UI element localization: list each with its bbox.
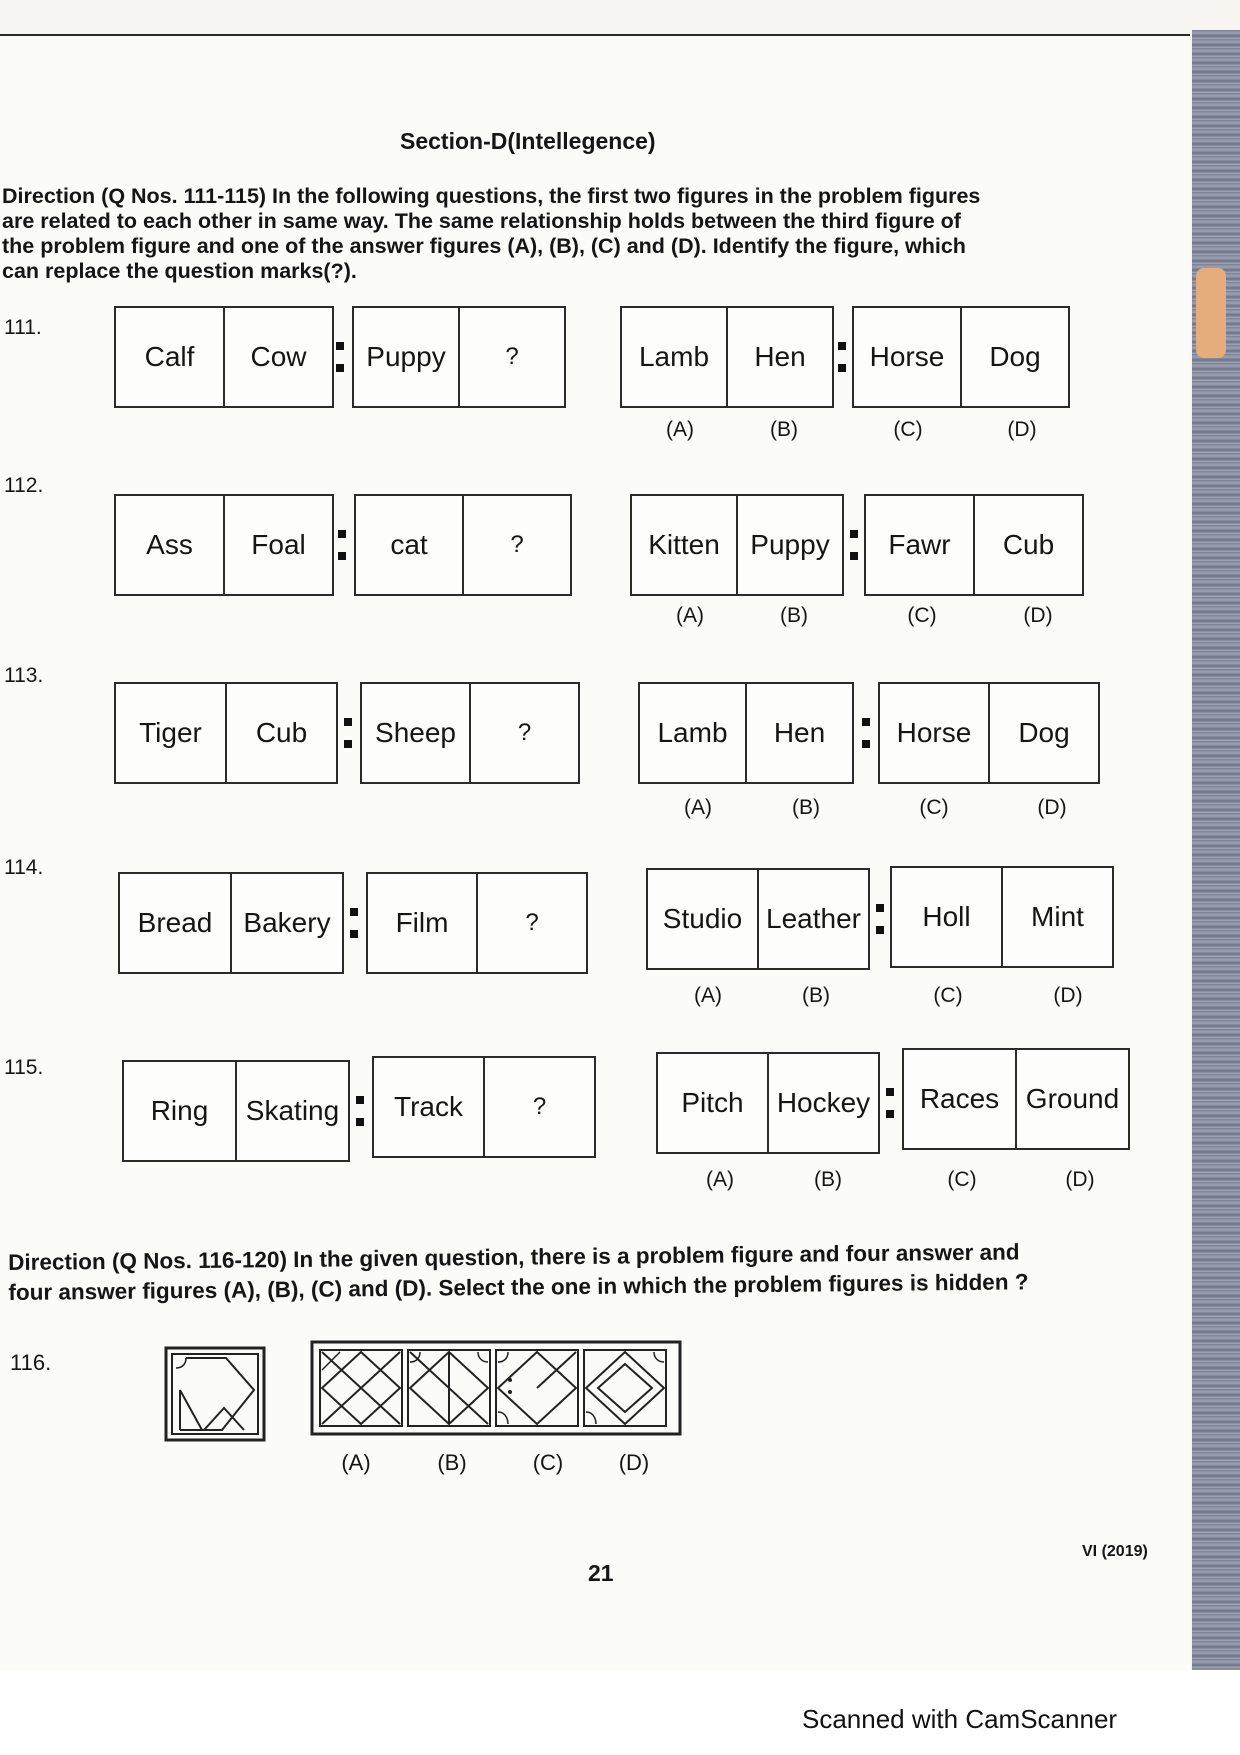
- problem-cell: Foal: [223, 496, 332, 594]
- direction-line: four answer figures (A), (B), (C) and (D). Select the one in which the problem figures is hidden ?: [8, 1269, 1029, 1305]
- question-number: 111.: [4, 316, 42, 339]
- option-label-b: (B): [814, 1168, 842, 1191]
- option-label-a: (A): [694, 984, 722, 1007]
- answer-cell-a[interactable]: Pitch: [681, 1087, 744, 1118]
- problem-cell: Tiger: [139, 717, 202, 748]
- answer-cell-d[interactable]: Mint: [1001, 868, 1112, 966]
- direction-line: can replace the question marks(?).: [2, 259, 357, 283]
- answer-figure-pair: [620, 306, 834, 408]
- option-label-a: (A): [706, 1168, 734, 1191]
- direction-line: are related to each other in same way. The same relationship holds between the third figure of: [2, 209, 961, 233]
- problem-figure-pair: [114, 682, 338, 784]
- problem-figure-pair: [366, 872, 588, 974]
- answer-figures-strip: [310, 1340, 682, 1436]
- option-label-c: (C): [919, 796, 949, 819]
- option-label-c: (C): [933, 984, 963, 1007]
- problem-cell: Ring: [150, 1095, 209, 1126]
- problem-cell: Skating: [235, 1062, 348, 1160]
- option-label-b: (B): [802, 984, 830, 1007]
- question-mark-cell: ?: [469, 684, 578, 782]
- direction-line: the problem figure and one of the answer figures (A), (B), (C) and (D). Identify the figure, which: [2, 234, 966, 258]
- ratio-separator: [886, 1052, 896, 1150]
- answer-cell-c[interactable]: Holl: [922, 901, 971, 932]
- problem-cell: Cub: [225, 684, 336, 782]
- problem-cell: Ass: [146, 529, 193, 560]
- problem-cell: Puppy: [366, 341, 446, 372]
- option-label-a: (A): [341, 1450, 371, 1475]
- answer-cell-b[interactable]: Leather: [757, 870, 868, 968]
- answer-figure-pair: [638, 682, 854, 784]
- question-mark-cell: ?: [462, 496, 570, 594]
- answer-cell-d[interactable]: Ground: [1015, 1050, 1128, 1148]
- problem-figure-pair: [360, 682, 580, 784]
- answer-figure-b[interactable]: [408, 1350, 490, 1426]
- ratio-separator: [350, 872, 360, 970]
- paper-code: VI (2019): [1082, 1543, 1148, 1560]
- question-mark-cell: ?: [476, 874, 586, 972]
- option-label-d: (D): [1065, 1168, 1095, 1191]
- problem-cell: Film: [395, 907, 449, 938]
- option-label-c: (C): [947, 1168, 977, 1191]
- answer-figure-pair: [646, 868, 870, 970]
- option-label-b: (B): [780, 604, 808, 627]
- ratio-separator: [876, 868, 886, 966]
- answer-figure-pair: [902, 1048, 1130, 1150]
- question-number: 115.: [4, 1056, 44, 1079]
- ratio-separator: [336, 306, 346, 404]
- answer-cell-b[interactable]: Hen: [745, 684, 852, 782]
- answer-cell-a[interactable]: Studio: [662, 903, 743, 934]
- option-label-d: (D): [1037, 796, 1067, 819]
- answer-cell-a[interactable]: Lamb: [657, 717, 728, 748]
- answer-figure-d[interactable]: [584, 1350, 666, 1426]
- answer-cell-b[interactable]: Hockey: [767, 1054, 878, 1152]
- option-label-d: (D): [1007, 418, 1037, 441]
- answer-cell-a[interactable]: Kitten: [648, 529, 720, 560]
- problem-figure-hidden-shape: [164, 1346, 266, 1442]
- problem-cell: Bread: [137, 907, 213, 938]
- ratio-separator: [356, 1060, 366, 1158]
- problem-cell: Bakery: [230, 874, 342, 972]
- problem-cell: Sheep: [375, 717, 456, 748]
- option-label-b: (B): [437, 1450, 467, 1475]
- option-label-d: (D): [1023, 604, 1053, 627]
- answer-cell-c[interactable]: Races: [919, 1083, 1000, 1114]
- question-number: 114.: [4, 856, 44, 879]
- direction-111-115: [2, 184, 980, 284]
- answer-cell-d[interactable]: Dog: [988, 684, 1098, 782]
- problem-figure-pair: [114, 306, 334, 408]
- problem-figure-pair: [118, 872, 344, 974]
- problem-cell: cat: [390, 529, 428, 560]
- problem-figure-pair: [122, 1060, 350, 1162]
- answer-cell-b[interactable]: Puppy: [736, 496, 842, 594]
- scanner-watermark-text: Scanned with CamScanner: [802, 1704, 1118, 1734]
- answer-cell-c[interactable]: Fawr: [888, 529, 951, 560]
- answer-cell-b[interactable]: Hen: [726, 308, 832, 406]
- option-label-d: (D): [1053, 984, 1083, 1007]
- answer-figure-c[interactable]: [496, 1350, 578, 1426]
- answer-cell-c[interactable]: Horse: [896, 717, 972, 748]
- ratio-separator: [850, 494, 860, 592]
- answer-cell-c[interactable]: Horse: [869, 341, 945, 372]
- problem-cell: Cow: [223, 308, 332, 406]
- problem-cell: Calf: [144, 341, 195, 372]
- ratio-separator: [838, 306, 848, 404]
- answer-figure-pair: [852, 306, 1070, 408]
- answer-cell-d[interactable]: Cub: [973, 496, 1082, 594]
- page-tab-shadow: [1196, 268, 1226, 358]
- answer-figure-pair: [878, 682, 1100, 784]
- option-label-a: (A): [676, 604, 704, 627]
- option-label-a: (A): [684, 796, 712, 819]
- problem-figure-pair: [354, 494, 572, 596]
- answer-cell-d[interactable]: Dog: [960, 308, 1068, 406]
- option-label-c: (C): [893, 418, 923, 441]
- answer-figure-pair: [890, 866, 1114, 968]
- question-mark-cell: ?: [483, 1058, 594, 1156]
- ratio-separator: [338, 494, 348, 592]
- option-label-d: (D): [618, 1450, 650, 1475]
- direction-116-120: [8, 1237, 1029, 1308]
- page-number: 21: [588, 1560, 614, 1586]
- option-label-c: (C): [907, 604, 937, 627]
- option-label-a: (A): [666, 418, 694, 441]
- answer-figure-a[interactable]: [320, 1350, 402, 1426]
- problem-figure-pair: [372, 1056, 596, 1158]
- problem-cell: Track: [394, 1091, 463, 1122]
- answer-figure-pair: [864, 494, 1084, 596]
- answer-figure-pair: [630, 494, 844, 596]
- question-number: 113.: [4, 664, 44, 687]
- question-number: 116.: [10, 1350, 52, 1375]
- question-number: 112.: [4, 474, 44, 497]
- answer-figure-pair: [656, 1052, 880, 1154]
- option-label-c: (C): [532, 1450, 564, 1475]
- section-title: Section-D(Intellegence): [400, 128, 656, 154]
- ratio-separator: [862, 682, 872, 780]
- question-mark-cell: ?: [458, 308, 564, 406]
- answer-cell-a[interactable]: Lamb: [638, 341, 710, 372]
- problem-figure-pair: [114, 494, 334, 596]
- option-label-b: (B): [770, 418, 798, 441]
- option-label-b: (B): [792, 796, 820, 819]
- direction-line: Direction (Q Nos. 116-120) In the given question, there is a problem figure and four answer and: [8, 1239, 1020, 1275]
- direction-line: Direction (Q Nos. 111-115) In the following questions, the first two figures in the problem figures: [2, 184, 981, 208]
- ratio-separator: [344, 682, 354, 780]
- problem-figure-pair: [352, 306, 566, 408]
